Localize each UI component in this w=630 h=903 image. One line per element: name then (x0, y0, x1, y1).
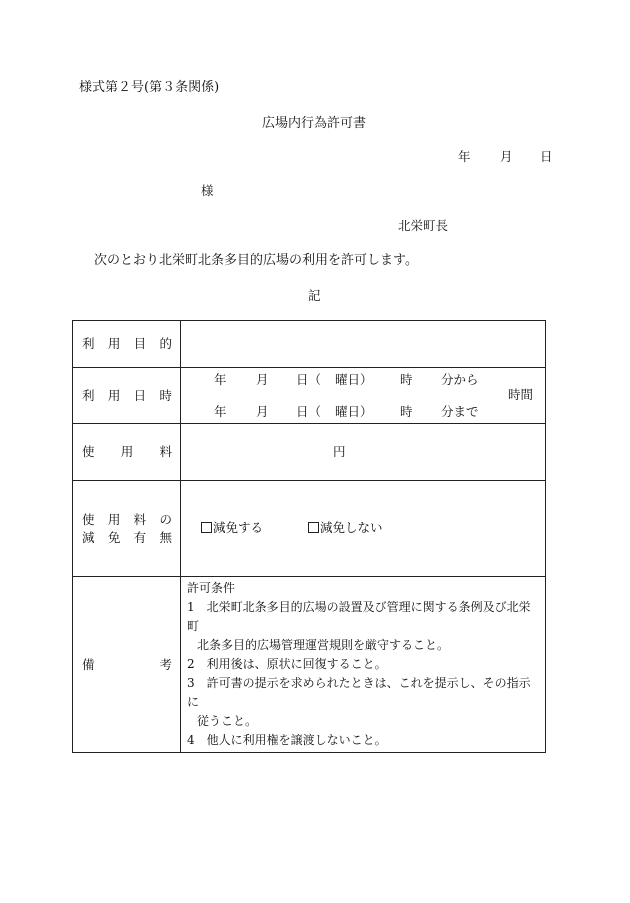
exemption-label-char: 無 (159, 529, 172, 545)
from-year: 年 (214, 372, 227, 387)
exemption-label-char: 料 (133, 511, 147, 527)
form-number: 様式第２号(第３条関係) (79, 80, 220, 95)
exemption-label-char: 用 (107, 511, 121, 527)
condition-continuation: 従うこと。 (197, 714, 258, 728)
permit-conditions (181, 577, 545, 750)
exemption-label-char: の (159, 511, 172, 527)
conditions-title: 許可条件 (187, 581, 236, 595)
issuer-name: 北栄町長 (398, 218, 449, 233)
datetime-label-char: 日 (133, 387, 147, 403)
not-exempt-option[interactable] (308, 522, 383, 535)
condition-item (187, 674, 539, 712)
condition-item (187, 731, 539, 750)
to-day: 日（ (296, 404, 322, 419)
fee-label-char: 使 (82, 444, 95, 459)
to-weekday: 曜日） (335, 404, 373, 419)
condition-continuation: 北条多目的広場管理運営規則を厳守すること。 (197, 638, 450, 652)
condition-number: 3 (187, 676, 195, 690)
fee-label-cell (73, 424, 181, 481)
fee-label-char: 用 (120, 444, 134, 459)
condition-text: 他人に利用権を譲渡しないこと。 (206, 733, 387, 747)
condition-number: 1 (187, 600, 195, 614)
purpose-value-cell[interactable] (181, 321, 546, 368)
datetime-label-char: 用 (107, 387, 121, 403)
from-weekday: 曜日） (335, 372, 373, 387)
to-month: 月 (256, 404, 269, 419)
exemption-label-char: 免 (107, 529, 121, 545)
exempt-option[interactable] (201, 522, 263, 535)
fee-value-cell[interactable] (181, 424, 546, 481)
exemption-value-cell (181, 481, 546, 577)
to-minute: 分まで (441, 404, 479, 419)
exemption-label-char: 有 (133, 529, 147, 545)
exempt-checkbox[interactable] (201, 522, 212, 533)
purpose-label-char: 用 (107, 336, 121, 351)
from-minute: 分から (441, 372, 479, 387)
to-hour: 時 (400, 404, 413, 419)
exemption-label-char: 使 (82, 511, 95, 527)
document-title: 広場内行為許可書 (262, 116, 367, 131)
exemption-row (73, 481, 546, 577)
purpose-label-char: 目 (133, 336, 147, 351)
fee-unit: 円 (333, 444, 346, 459)
date-day: 日 (540, 149, 553, 164)
condition-item (187, 598, 539, 636)
condition-number: 2 (187, 657, 195, 671)
datetime-label-char: 利 (82, 387, 95, 403)
purpose-label-char: 利 (82, 336, 95, 351)
not-exempt-option-label: 減免しない (320, 520, 383, 535)
exempt-option-label: 減免する (213, 520, 264, 535)
date-year: 年 (458, 149, 471, 164)
remarks-label-char: 考 (159, 656, 172, 672)
purpose-label-char: 的 (159, 336, 172, 351)
datetime-label-cell (73, 368, 181, 424)
condition-item (187, 655, 539, 674)
datetime-row (73, 368, 546, 424)
intro-text: 次のとおり北栄町北条多目的広場の利用を許可します。 (94, 253, 418, 268)
purpose-label-cell (73, 321, 181, 368)
condition-number: 4 (187, 733, 195, 747)
not-exempt-checkbox[interactable] (308, 522, 319, 533)
remarks-row (73, 577, 546, 753)
remarks-label-cell (73, 577, 181, 753)
purpose-row (73, 321, 546, 368)
from-month: 月 (256, 372, 269, 387)
exemption-label-cell (73, 481, 181, 577)
addressee-suffix: 様 (201, 183, 214, 198)
from-hour: 時 (400, 372, 413, 387)
hours-unit: 時間 (508, 387, 534, 402)
datetime-label-char: 時 (159, 387, 172, 403)
from-day: 日（ (296, 372, 322, 387)
fee-label-char: 料 (159, 444, 172, 459)
condition-text: 北栄町北条多目的広場の設置及び管理に関する条例及び北栄町 (187, 600, 531, 633)
remarks-value-cell (181, 577, 546, 753)
datetime-value-cell[interactable] (181, 368, 546, 424)
fee-row (73, 424, 546, 481)
permit-table (72, 320, 546, 753)
condition-text: 許可書の提示を求められたときは、これを提示し、その指示に (187, 676, 531, 709)
to-year: 年 (214, 404, 227, 419)
condition-text: 利用後は、原状に回復すること。 (206, 657, 387, 671)
date-month: 月 (500, 149, 513, 164)
exemption-label-char: 減 (82, 529, 95, 545)
ki-label: 記 (308, 288, 321, 303)
remarks-label-char: 備 (82, 656, 95, 672)
